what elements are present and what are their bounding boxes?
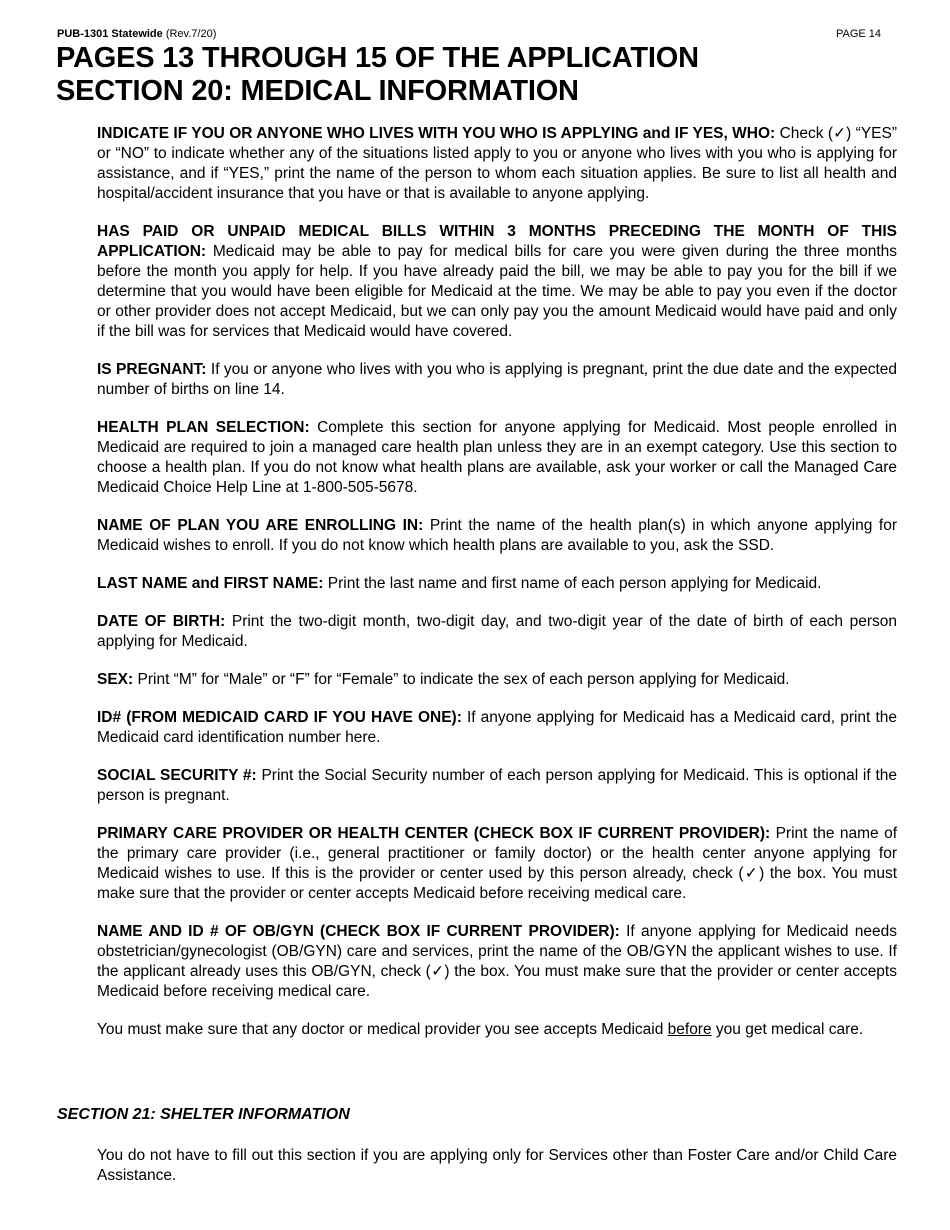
instruction-paragraph [97, 516, 897, 556]
instruction-paragraph [97, 766, 897, 806]
instruction-term: DATE OF BIRTH: [97, 613, 226, 630]
instruction-paragraph [97, 824, 897, 904]
instruction-term: HEALTH PLAN SELECTION: [97, 419, 310, 436]
form-revision: (Rev.7/20) [165, 28, 217, 40]
instruction-paragraph [97, 708, 897, 748]
instruction-text: Print the last name and first name of each person applying for Medicaid. [327, 575, 822, 592]
instruction-text: Print the name of the health plan(s) in which anyone applying for Medicaid wishes to enroll. If you do not know which health plans are available to you, ask the SSD. [97, 517, 897, 554]
instruction-text: If anyone applying for Medicaid has a Medicaid card, print the Medicaid card identification number here. [97, 709, 897, 746]
instruction-term: SEX: [97, 671, 134, 688]
instruction-term: ID# (FROM MEDICAID CARD IF YOU HAVE ONE): [97, 709, 462, 726]
instruction-term: IS PREGNANT: [97, 361, 207, 378]
instruction-term: INDICATE IF YOU OR ANYONE WHO LIVES WITH YOU WHO IS APPLYING and IF YES, WHO: [97, 125, 776, 142]
instruction-text: Print the name of the primary care provider (i.e., general practitioner or family doctor) or the health center anyone applying for Medicaid wishes to use. If this is the provider or center used by this person already, check (✓) the box. You must make sure that the provider or center accepts Medicaid before receiving medical care. [97, 825, 897, 902]
instruction-term: NAME OF PLAN YOU ARE ENROLLING IN: [97, 517, 424, 534]
instruction-text: Check (✓) “YES” or “NO” to indicate whether any of the situations listed apply to you or anyone who lives with you who is applying for assistance, and if “YES,” print the name of the person to whom each situation applies. Be sure to list all health and hospital/accident insurance that you have or that is available to anyone applying. [97, 125, 897, 202]
closing-underlined-word: before [667, 1021, 712, 1038]
instruction-text: Print “M” for “Male” or “F” for “Female” to indicate the sex of each person applying for Medicaid. [137, 671, 790, 688]
instruction-paragraph [97, 612, 897, 652]
instruction-paragraph [97, 222, 897, 342]
page-title [56, 42, 699, 108]
section-21-text: You do not have to fill out this section if you are applying only for Services other than Foster Care and/or Child Care Assistance. [97, 1147, 897, 1184]
instruction-paragraph [97, 922, 897, 1002]
instructions-body [97, 124, 897, 1058]
form-code: PUB-1301 Statewide [57, 28, 163, 40]
instruction-term: PRIMARY CARE PROVIDER OR HEALTH CENTER (CHECK BOX IF CURRENT PROVIDER): [97, 825, 771, 842]
title-line-2: SECTION 20: MEDICAL INFORMATION [56, 75, 579, 107]
title-line-1: PAGES 13 THROUGH 15 OF THE APPLICATION [56, 42, 699, 74]
instruction-text: If anyone applying for Medicaid needs obstetrician/gynecologist (OB/GYN) care and services, print the name of the OB/GYN the applicant wishes to use. If the applicant already uses this OB/GYN, check (✓) the box. You must make sure that the provider or center accepts Medicaid before receiving medical care. [97, 923, 897, 1000]
instruction-text: Medicaid may be able to pay for medical bills for care you were given during the three months before the month you apply for help. If you have already paid the bill, we may be able to pay you for the bill if we determine that you would have been eligible for Medicaid at the time. We may be able to pay you even if the doctor or other provider does not accept Medicaid, but we can only pay you the amount Medicaid would have paid and only if the bill was for services that Medicaid would have covered. [97, 243, 897, 340]
instruction-text: Complete this section for anyone applying for Medicaid. Most people enrolled in Medicaid are required to join a managed care health plan unless they are in an exempt category. Use this section to choose a health plan. If you do not know what health plans are available, ask your worker or call the Managed Care Medicaid Choice Help Line at 1-800-505-5678. [97, 419, 897, 496]
instruction-paragraph [97, 124, 897, 204]
instruction-paragraph [97, 360, 897, 400]
instruction-term: HAS PAID OR UNPAID MEDICAL BILLS WITHIN 3 MONTHS PRECEDING THE MONTH OF THIS APPLICATION: [97, 223, 897, 260]
instruction-paragraph [97, 574, 897, 594]
instruction-text: Print the Social Security number of each person applying for Medicaid. This is optional if the person is pregnant. [97, 767, 897, 804]
closing-text-before: You must make sure that any doctor or medical provider you see accepts Medicaid [97, 1021, 664, 1038]
instruction-paragraph [97, 418, 897, 498]
instruction-term: LAST NAME and FIRST NAME: [97, 575, 324, 592]
instruction-text: If you or anyone who lives with you who is applying is pregnant, print the due date and the expected number of births on line 14. [97, 361, 897, 398]
closing-note [97, 1020, 897, 1040]
form-header [57, 28, 216, 40]
section-21-heading: SECTION 21: SHELTER INFORMATION [57, 1106, 350, 1123]
instruction-text: Print the two-digit month, two-digit day, and two-digit year of the date of birth of each person applying for Medicaid. [97, 613, 897, 650]
instruction-term: SOCIAL SECURITY #: [97, 767, 257, 784]
closing-text-after: you get medical care. [715, 1021, 864, 1038]
instruction-term: NAME AND ID # OF OB/GYN (CHECK BOX IF CURRENT PROVIDER): [97, 923, 620, 940]
page-number: PAGE 14 [836, 28, 882, 40]
instruction-paragraph [97, 670, 897, 690]
